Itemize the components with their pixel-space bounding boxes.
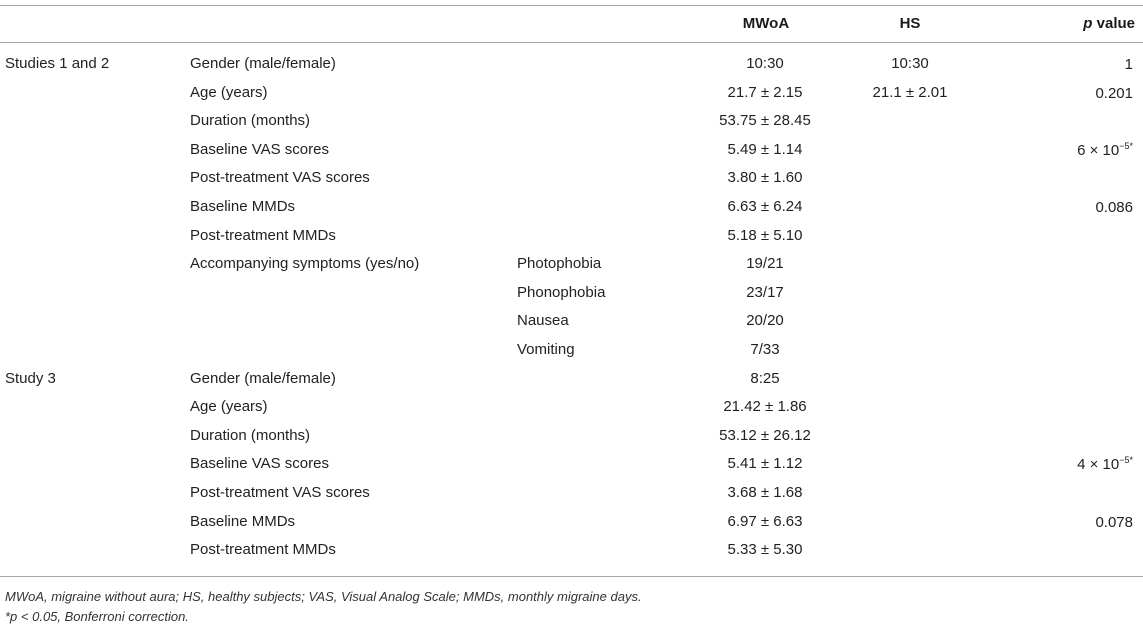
cell-variable-text: Baseline VAS scores bbox=[190, 455, 329, 473]
table-row bbox=[0, 141, 1143, 170]
cell-variable bbox=[190, 112, 310, 129]
table-row bbox=[0, 55, 1143, 84]
cell-variable bbox=[190, 169, 370, 186]
cell-mwoa-text: 3.68 ± 1.68 bbox=[727, 483, 803, 501]
cell-mwoa bbox=[660, 398, 870, 415]
table-bottom-rule bbox=[0, 576, 1143, 577]
cell-variable-text: Baseline VAS scores bbox=[190, 140, 329, 158]
table-row bbox=[0, 398, 1143, 427]
cell-variable bbox=[190, 227, 336, 244]
table-row bbox=[0, 427, 1143, 456]
cell-mwoa bbox=[660, 513, 870, 530]
cell-mwoa-text: 3.80 ± 1.60 bbox=[727, 169, 803, 187]
table-header-rule bbox=[0, 42, 1143, 43]
header-p-value bbox=[1083, 15, 1135, 32]
table-body bbox=[0, 55, 1143, 570]
cell-subcategory bbox=[517, 312, 569, 329]
cell-p-value-text: 6 × 10 bbox=[1077, 141, 1120, 159]
table-row bbox=[0, 455, 1143, 484]
cell-variable bbox=[190, 370, 336, 387]
cell-hs-text: 10:30 bbox=[891, 55, 929, 72]
cell-variable-text: Duration (months) bbox=[190, 426, 311, 444]
cell-mwoa bbox=[660, 455, 870, 472]
table-row bbox=[0, 112, 1143, 141]
cell-mwoa-text: 7/33 bbox=[750, 340, 780, 358]
cell-mwoa-text: 5.18 ± 5.10 bbox=[727, 226, 803, 244]
cell-mwoa-text: 53.12 ± 26.12 bbox=[719, 426, 811, 444]
cell-mwoa bbox=[660, 370, 870, 387]
footnote-abbreviations: MWoA, migraine without aura; HS, healthy subjects; VAS, Visual Analog Scale; MMDs, monthly migraine days. bbox=[5, 589, 642, 604]
cell-variable-text: Duration (months) bbox=[190, 112, 311, 130]
table-row bbox=[0, 513, 1143, 542]
cell-variable bbox=[190, 198, 295, 215]
cell-subcategory-text: Nausea bbox=[517, 312, 569, 330]
cell-variable bbox=[190, 513, 295, 530]
table-top-rule bbox=[0, 5, 1143, 6]
cell-mwoa bbox=[660, 198, 870, 215]
table-row bbox=[0, 284, 1143, 313]
cell-variable-text: Gender (male/female) bbox=[190, 55, 336, 72]
table-row bbox=[0, 227, 1143, 256]
header-p-rest: value bbox=[1092, 15, 1135, 32]
cell-variable-text: Age (years) bbox=[190, 398, 268, 416]
table-row bbox=[0, 312, 1143, 341]
cell-hs-text: 21.1 ± 2.01 bbox=[872, 83, 948, 101]
cell-mwoa-text: 19/21 bbox=[746, 255, 784, 273]
cell-mwoa bbox=[660, 484, 870, 501]
header-mwoa: MWoA bbox=[742, 15, 790, 32]
table-row bbox=[0, 84, 1143, 113]
cell-mwoa-text: 23/17 bbox=[746, 283, 784, 301]
cell-p-value-text: 0.078 bbox=[1095, 513, 1133, 531]
table-row bbox=[0, 169, 1143, 198]
cell-variable bbox=[190, 141, 329, 158]
cell-variable bbox=[190, 398, 268, 415]
cell-mwoa bbox=[660, 141, 870, 158]
cell-group-text: Study 3 bbox=[5, 369, 56, 387]
cell-mwoa bbox=[660, 55, 870, 72]
cell-variable-text: Age (years) bbox=[190, 83, 268, 101]
cell-variable-text: Accompanying symptoms (yes/no) bbox=[190, 255, 420, 273]
table-row bbox=[0, 541, 1143, 570]
footnote-significance: *p < 0.05, Bonferroni correction. bbox=[5, 609, 189, 624]
cell-p-value bbox=[1095, 198, 1133, 216]
p-value-exponent: −5* bbox=[1119, 140, 1133, 151]
cell-variable-text: Post-treatment MMDs bbox=[190, 541, 336, 559]
cell-subcategory-text: Photophobia bbox=[517, 255, 602, 273]
cell-mwoa-text: 5.33 ± 5.30 bbox=[727, 541, 803, 559]
table-row bbox=[0, 255, 1143, 284]
cell-mwoa bbox=[660, 227, 870, 244]
header-hs: HS bbox=[899, 15, 921, 32]
cell-p-value-text: 1 bbox=[1124, 56, 1133, 73]
table-row bbox=[0, 341, 1143, 370]
cell-group-text: Studies 1 and 2 bbox=[5, 55, 110, 72]
p-value-exponent: −5* bbox=[1119, 455, 1133, 466]
cell-variable bbox=[190, 84, 268, 101]
cell-group bbox=[5, 55, 109, 72]
cell-variable-text: Post-treatment MMDs bbox=[190, 226, 336, 244]
cell-mwoa-text: 53.75 ± 28.45 bbox=[719, 112, 811, 130]
cell-mwoa bbox=[660, 169, 870, 186]
cell-mwoa-text: 6.97 ± 6.63 bbox=[727, 512, 803, 530]
cell-mwoa-text: 5.49 ± 1.14 bbox=[727, 140, 803, 158]
cell-variable bbox=[190, 541, 336, 558]
cell-p-value bbox=[1077, 455, 1133, 473]
cell-group bbox=[5, 370, 56, 387]
cell-mwoa-text: 20/20 bbox=[746, 312, 784, 330]
cell-mwoa-text: 21.7 ± 2.15 bbox=[727, 83, 803, 101]
cell-subcategory-text: Phonophobia bbox=[517, 283, 606, 301]
cell-p-value bbox=[1095, 84, 1133, 102]
cell-hs bbox=[840, 55, 980, 72]
cell-p-value bbox=[1095, 513, 1133, 531]
cell-p-value-text: 4 × 10 bbox=[1077, 456, 1120, 474]
cell-mwoa bbox=[660, 341, 870, 358]
cell-subcategory bbox=[517, 341, 575, 358]
cell-p-value bbox=[1125, 55, 1133, 73]
cell-mwoa-text: 21.42 ± 1.86 bbox=[723, 398, 807, 416]
cell-mwoa bbox=[660, 84, 870, 101]
cell-p-value-text: 0.086 bbox=[1095, 198, 1133, 216]
cell-p-value-text: 0.201 bbox=[1095, 84, 1133, 102]
cell-variable-text: Baseline MMDs bbox=[190, 512, 296, 530]
cell-variable-text: Post-treatment VAS scores bbox=[190, 169, 370, 187]
cell-mwoa bbox=[660, 312, 870, 329]
header-p-italic: p bbox=[1083, 15, 1093, 32]
cell-mwoa bbox=[660, 284, 870, 301]
cell-mwoa bbox=[660, 112, 870, 129]
cell-hs bbox=[840, 84, 980, 101]
cell-mwoa bbox=[660, 427, 870, 444]
cell-variable bbox=[190, 427, 310, 444]
cell-mwoa-text: 10:30 bbox=[746, 55, 784, 72]
table-row bbox=[0, 198, 1143, 227]
table-row bbox=[0, 484, 1143, 513]
cell-mwoa-text: 6.63 ± 6.24 bbox=[727, 197, 803, 215]
cell-subcategory bbox=[517, 255, 601, 272]
cell-variable bbox=[190, 455, 329, 472]
cell-variable bbox=[190, 55, 336, 72]
cell-subcategory bbox=[517, 284, 605, 301]
cell-mwoa-text: 5.41 ± 1.12 bbox=[727, 455, 803, 473]
cell-variable bbox=[190, 484, 370, 501]
cell-mwoa bbox=[660, 255, 870, 272]
cell-variable-text: Post-treatment VAS scores bbox=[190, 483, 370, 501]
cell-p-value bbox=[1077, 141, 1133, 159]
cell-mwoa-text: 8:25 bbox=[750, 369, 780, 387]
cell-variable bbox=[190, 255, 419, 272]
cell-variable-text: Baseline MMDs bbox=[190, 197, 296, 215]
cell-variable-text: Gender (male/female) bbox=[190, 369, 336, 387]
table-row bbox=[0, 370, 1143, 399]
cell-subcategory-text: Vomiting bbox=[517, 340, 575, 358]
cell-mwoa bbox=[660, 541, 870, 558]
